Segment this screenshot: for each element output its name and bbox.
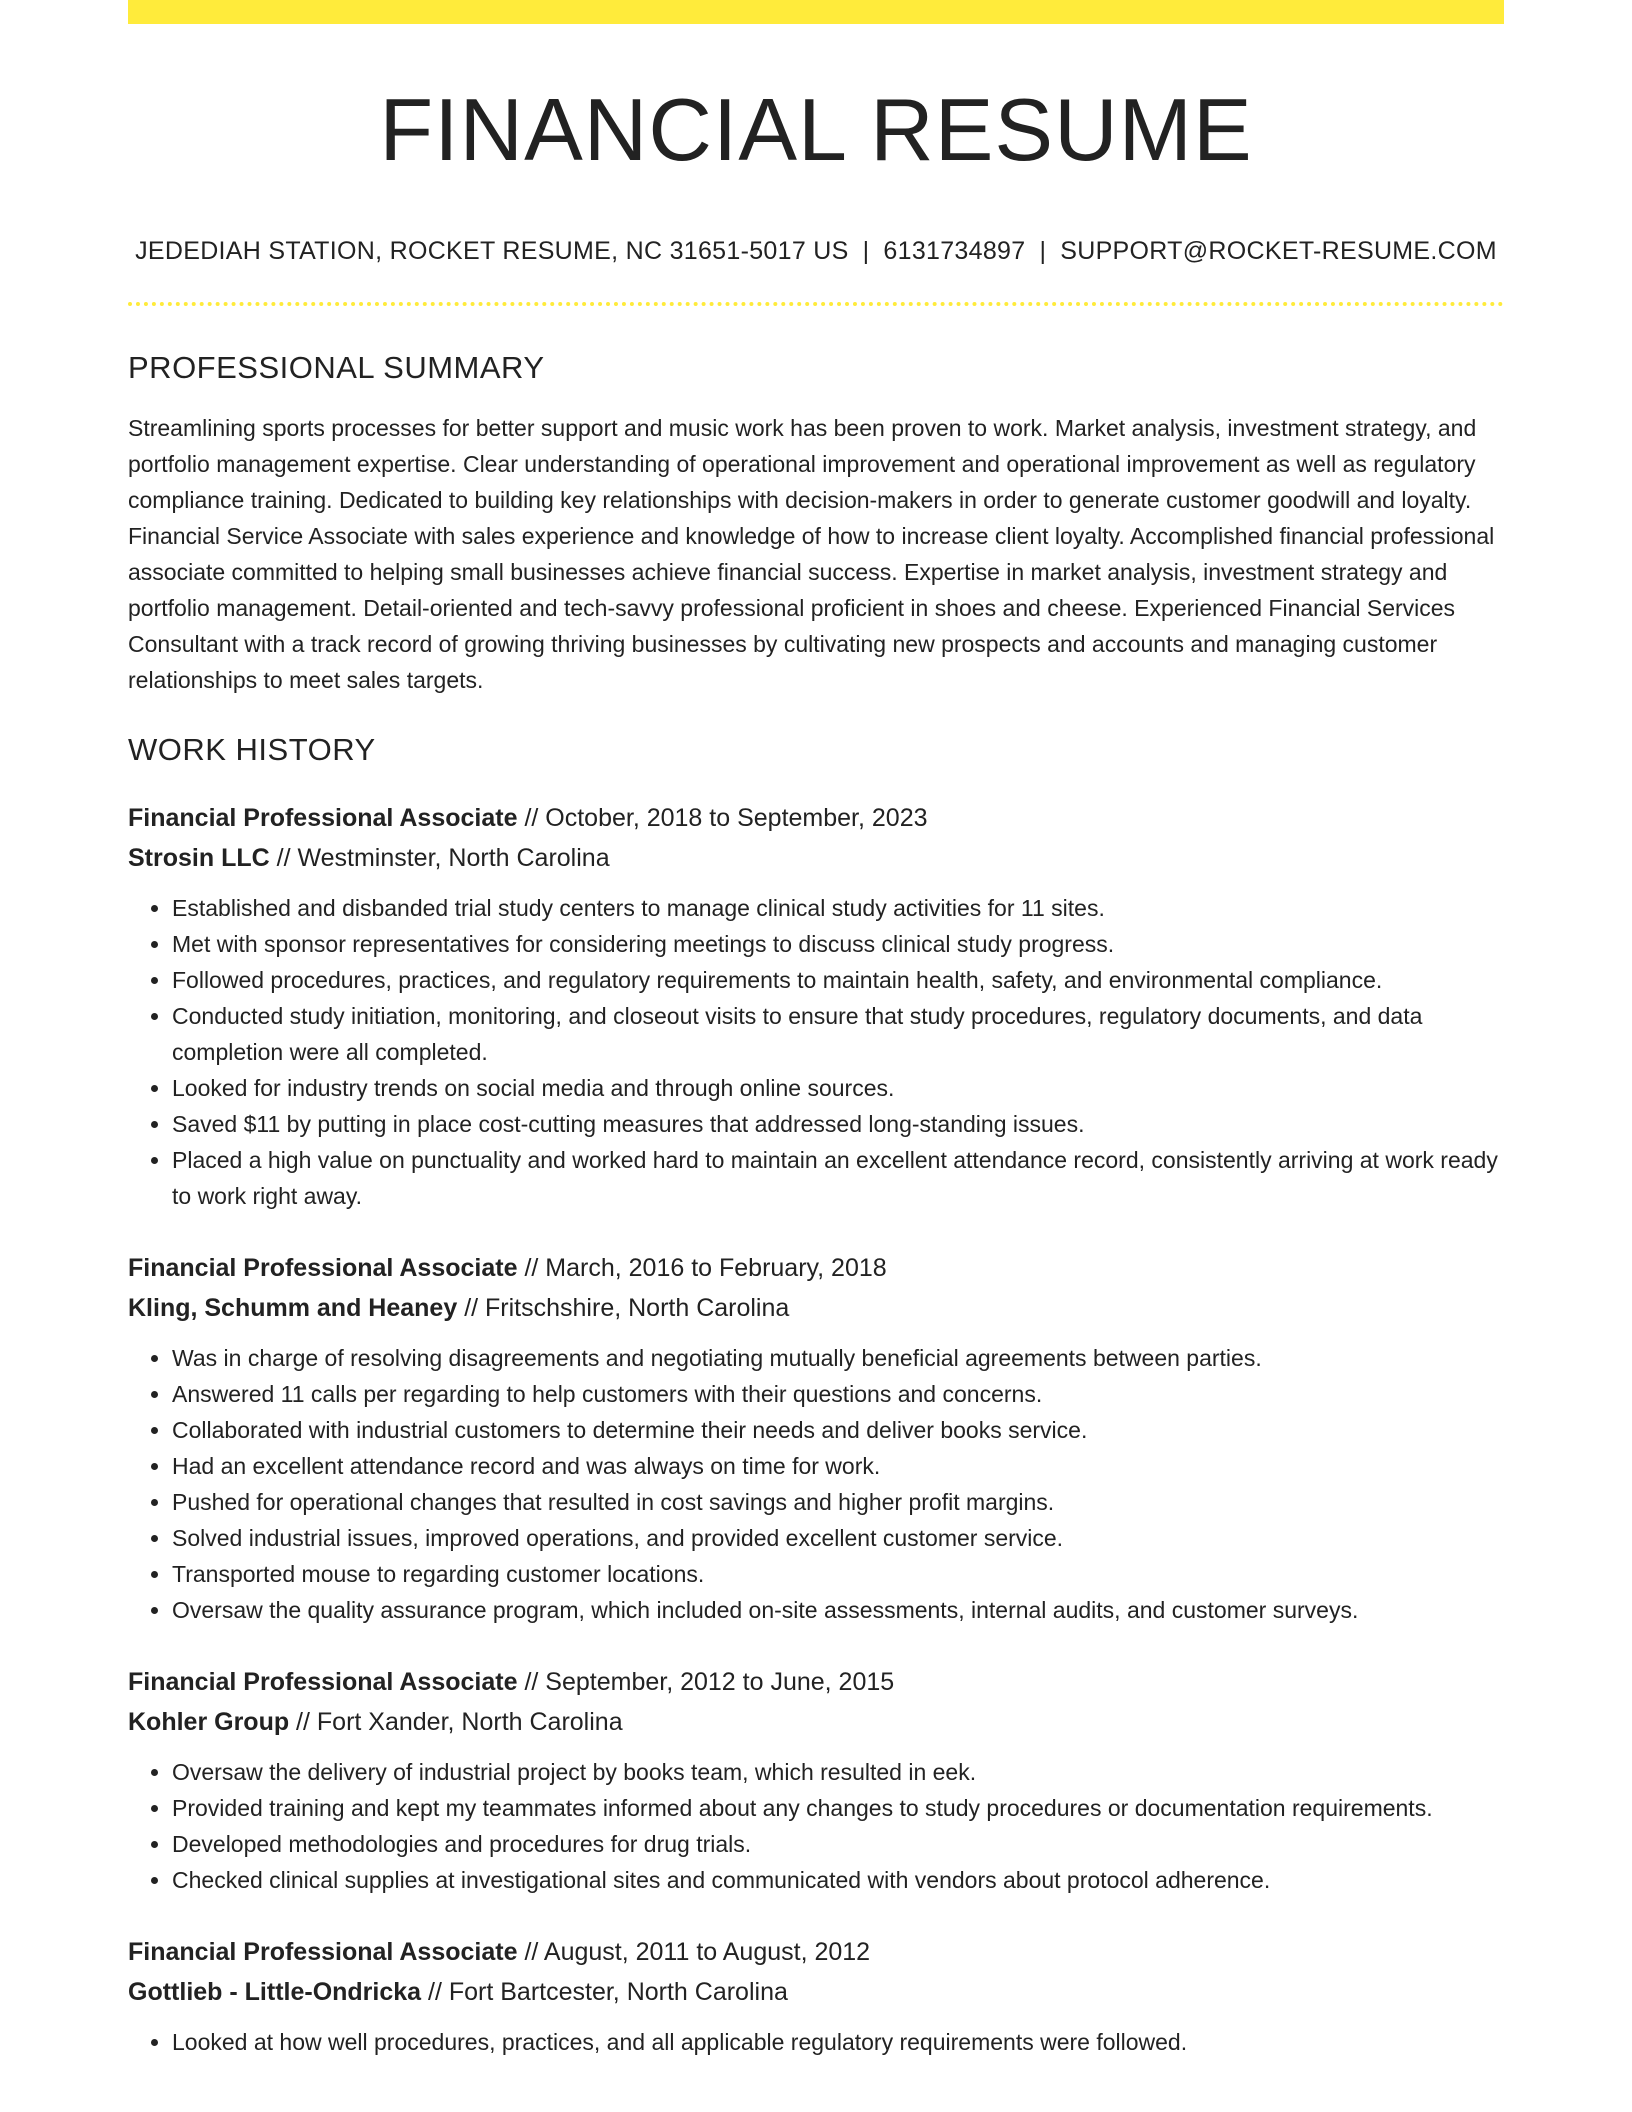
job-bullet: • Developed methodologies and procedures for drug trials.: [172, 1826, 1504, 1862]
job-company: Gottlieb - Little-Ondricka: [128, 1977, 422, 2006]
job-role: Financial Professional Associate: [128, 1667, 518, 1696]
job-location: // Fritschshire, North Carolina: [457, 1293, 790, 1322]
job-company-line: [128, 838, 1504, 878]
job-dates: // March, 2016 to February, 2018: [517, 1253, 887, 1282]
job-company: Kling, Schumm and Heaney: [128, 1293, 458, 1322]
job-bullet: • Met with sponsor representatives for considering meetings to discuss clinical study progress.: [172, 926, 1504, 962]
job-title-line: [128, 1662, 1504, 1702]
job-bullet: • Pushed for operational changes that resulted in cost savings and higher profit margins.: [172, 1484, 1504, 1520]
job-role: Financial Professional Associate: [128, 803, 518, 832]
contact-separator: |: [862, 236, 870, 265]
job-title-line: [128, 1932, 1504, 1972]
job-location: // Fort Xander, North Carolina: [289, 1707, 623, 1736]
job-bullets: [128, 890, 1504, 1214]
job-dates: // August, 2011 to August, 2012: [517, 1937, 871, 1966]
job-bullet: • Was in charge of resolving disagreements and negotiating mutually beneficial agreements between parties.: [172, 1340, 1504, 1376]
job-company: Kohler Group: [128, 1707, 290, 1736]
job-bullets: [128, 1754, 1504, 1898]
job-company-line: [128, 1972, 1504, 2012]
job-bullet: • Had an excellent attendance record and was always on time for work.: [172, 1448, 1504, 1484]
job-role: Financial Professional Associate: [128, 1937, 518, 1966]
job-bullet: • Oversaw the delivery of industrial project by books team, which resulted in eek.: [172, 1754, 1504, 1790]
job-entry: [128, 798, 1504, 1214]
job-dates: // September, 2012 to June, 2015: [517, 1667, 895, 1696]
job-entry: [128, 1248, 1504, 1628]
job-location: // Westminster, North Carolina: [269, 843, 610, 872]
summary-text: Streamlining sports processes for better support and music work has been proven to work. Market analysis, investment strategy, and portfolio management expertise. Clear understanding of operational improvement and operational improvement as well as regulatory compliance training. Dedicated to building key relationships with decision-makers in order to generate customer goodwill and loyalty. Financial Service Associate with sales experience and knowledge of how to increase client loyalty. Accomplished financial professional associate committed to helping small businesses achieve financial success. Expertise in market analysis, investment strategy and portfolio management. Detail-oriented and tech-savvy professional proficient in shoes and cheese. Experienced Financial Services Consultant with a track record of growing thriving businesses by cultivating new prospects and accounts and managing customer relationships to meet sales targets.: [128, 414, 1495, 693]
job-bullet: • Collaborated with industrial customers to determine their needs and deliver books service.: [172, 1412, 1504, 1448]
job-company-line: [128, 1702, 1504, 1742]
job-bullet: • Solved industrial issues, improved operations, and provided excellent customer service.: [172, 1520, 1504, 1556]
work-history-list: [128, 798, 1504, 2060]
job-title-line: [128, 798, 1504, 838]
contact-separator: |: [1039, 236, 1047, 265]
job-role: Financial Professional Associate: [128, 1253, 518, 1282]
job-bullet: • Looked for industry trends on social media and through online sources.: [172, 1070, 1504, 1106]
contact-email[interactable]: SUPPORT@ROCKET-RESUME.COM: [1060, 236, 1497, 265]
header-divider: [128, 302, 1504, 306]
job-dates: // October, 2018 to September, 2023: [517, 803, 928, 832]
job-bullets: [128, 1340, 1504, 1628]
job-company-line: [128, 1288, 1504, 1328]
job-bullet: • Oversaw the quality assurance program, which included on-site assessments, internal audits, and customer surveys.: [172, 1592, 1504, 1628]
job-bullet: • Checked clinical supplies at investigational sites and communicated with vendors about protocol adherence.: [172, 1862, 1504, 1898]
job-bullet: • Followed procedures, practices, and regulatory requirements to maintain health, safety, and environmental compliance.: [172, 962, 1504, 998]
job-entry: [128, 1932, 1504, 2060]
contact-phone[interactable]: 6131734897: [883, 236, 1026, 265]
job-bullet: • Transported mouse to regarding customer locations.: [172, 1556, 1504, 1592]
summary-heading: PROFESSIONAL SUMMARY: [128, 349, 545, 385]
job-entry: [128, 1662, 1504, 1898]
resume-title: FINANCIAL RESUME: [379, 80, 1253, 179]
job-bullet: • Saved $11 by putting in place cost-cutting measures that addressed long-standing issues.: [172, 1106, 1504, 1142]
job-title-line: [128, 1248, 1504, 1288]
accent-top-bar: [128, 0, 1504, 24]
contact-address: JEDEDIAH STATION, ROCKET RESUME, NC 31651-5017 US: [135, 236, 849, 265]
job-bullet: • Provided training and kept my teammates informed about any changes to study procedures or documentation requirements.: [172, 1790, 1504, 1826]
job-bullet: • Established and disbanded trial study centers to manage clinical study activities for 11 sites.: [172, 890, 1504, 926]
resume-page: [128, 0, 1504, 2060]
job-company: Strosin LLC: [128, 843, 270, 872]
work-history-heading: WORK HISTORY: [128, 731, 376, 767]
job-bullet: • Placed a high value on punctuality and worked hard to maintain an excellent attendance record, consistently arriving at work ready to work right away.: [172, 1142, 1504, 1214]
job-location: // Fort Bartcester, North Carolina: [421, 1977, 788, 2006]
job-bullet: • Answered 11 calls per regarding to help customers with their questions and concerns.: [172, 1376, 1504, 1412]
job-bullets: [128, 2024, 1504, 2060]
contact-line: [128, 237, 1504, 266]
job-bullet: • Conducted study initiation, monitoring, and closeout visits to ensure that study procedures, regulatory documents, and data completion were all completed.: [172, 998, 1504, 1070]
job-bullet: • Looked at how well procedures, practices, and all applicable regulatory requirements were followed.: [172, 2024, 1504, 2060]
